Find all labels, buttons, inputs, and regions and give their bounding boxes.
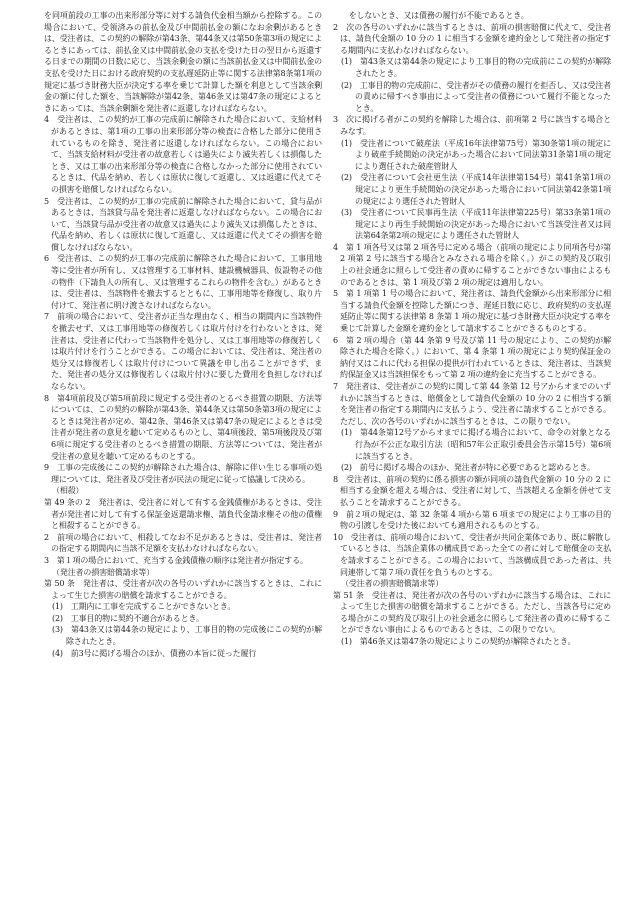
clause-paragraph: 6 受注者は、この契約が工事の完成前に解除された場合において、工事用地等に受注者が所有し、又は管理する工事材料、建設機械器具、仮設物その他の物件（下請負人の所有し、又は管理するこれらの物件を含む。）があるときは、受注者は、当該物件を撤去するとともに、工事用地等を修復し、取り片付けて、発注者に明け渡さなければならない。 [44, 254, 322, 310]
clause-paragraph: 3 第１項の場合において、充当する金銭債権の順序は発注者が指定する。 [44, 555, 308, 565]
clause-paragraph: 3 次に掲げる者がこの契約を解除した場合は、前項第 2 号に該当する場合とみなす。 [333, 115, 611, 136]
clause-paragraph: 5 第 1 項第 1 号の場合において、発注者は、請負代金額から出来形部分に相当する請負代金額を控除した額につき、遅延日数に応じ、政府契約の支払遅延防止等に関する法律第 8 条第 1 項の規定に基づき財務大臣が決定する率を乗じて計算した金額を違約金として請求することができるものとする。 [333, 289, 611, 334]
clause-paragraph: (1) 第43条又は第44条の規定により工事目的物の完成前にこの契約が解除されたとき。 [341, 57, 611, 78]
clause-paragraph: (2) 工事目的物の完成前に、受注者がその債務の履行を拒否し、又は受注者の責めに帰すべき事由によって受注者の債務について履行不能となったとき。 [341, 80, 611, 113]
clause-paragraph: 8 第4項前段及び第5項前段に規定する受注者のとるべき措置の期限、方法等については、この契約の解除が第43条、第44条又は第50条第3項の規定によるときは発注者が定め、第42条、第46条又は第47条の規定によるときは受注者が発注者の意見を聴いて定めるものとし、第4項後段、第5項後段及び第6項に規定する受注者のとるべき措置の期限、方法等については、発注者が受注者の意見を聴いて定めるものとする。 [44, 393, 322, 461]
clause-paragraph: 4 第 1 項各号又は第 2 項各号に定める場合（前項の規定により同項各号が第 2 項第 2 号に該当する場合とみなされる場合を除く。）がこの契約及び取引上の社会通念に照らして受注者の責めに帰することができない事由によるものであるときは、第 1 項及び第 2 項の規定は適用しない。 [333, 242, 611, 287]
clause-paragraph: 7 前項の場合において、受注者が正当な理由なく、相当の期間内に当該物件を撤去せず、又は工事用地等の修復若しくは取片付けを行わないときは、発注者は、受注者に代わって当該物件を処分し、又は工事用地等の修復若しくは取片付けを行うことができる。この場合においては、受注者は、発注者の処分又は修復若しくは取片付けについて異議を申し出ることができず、また、発注者の処分又は修復若しくは取片付けに要した費用を負担しなければならない。 [44, 312, 322, 391]
section-heading: （発注者の損害賠償請求等） [52, 567, 155, 577]
clause-paragraph: (2) 前号に掲げる場合のほか、発注者が特に必要であると認めるとき。 [341, 463, 595, 473]
clause-paragraph: 5 受注者は、この契約が工事の完成前に解除された場合において、貸与品があるときは、当該貸与品を発注者に返還しなければならない。この場合において、当該貸与品が受注者の故意又は過失により滅失又は損傷したときは、代品を納め、若しくは原状に復して返還し、又は返還に代えてその損害を賠償しなければならない。 [44, 196, 322, 252]
clause-paragraph: (1) 第44条第12号アからオまでに掲げる場合において、命令の対象となる行為が不公正な取引方法（昭和57年公正取引委員会告示第15号）第6項に該当するとき。 [341, 428, 611, 461]
clause-paragraph: (1) 第46条又は第47条の規定によりこの契約が解除されたとき。 [341, 637, 576, 647]
clause-paragraph: 9 前２項の規定は、第 32 条第 4 項から第 6 項までの規定により工事の目的物の引渡しを受けた後においても適用されるものとする。 [333, 509, 611, 531]
clause-paragraph: 4 受注者は、この契約が工事の完成前に解除された場合において、支給材料があるときは、第1項の工事の出来形部分等の検査に合格した部分に使用されているものを除き、発注者に返還しなければならない。この場合において、当該支給材料が受注者の故意若しくは過失により滅失若しくは損傷したとき、又は工事の出来形部分等の検査に合格しなかった部分に使用されているときは、代品を納め、若しくは原状に復して返還し、又は返還に代えてその損害を賠償しなければならない。 [44, 115, 322, 194]
section-heading: （相殺） [52, 486, 84, 496]
clause-paragraph: を同項前段の工事の出来形部分等に対する請負代金相当額から控除する。この場合において、受領済みの前払金及び中間前払金の額になお余剰があるときは、受注者は、この契約の解除が第43条、第44条又は第50条第3項の規定によるときにあっては、前払金又は中間前払金の支払を受けた日の翌日から返還する日までの期間の日数に応じ、当該余剰金の額に当該前払金又は中間前払金の支払を受けた日における政府契約の支払遅延防止等に関する法律第8条第1項の規定に基づき財務大臣が決定する率を乗じて計算した額を利息として当該余剰金の額に付した額を、当該解除が第42条、第46条又は第47条の規定によるときにあっては、当該余剰額を発注者に返還しなければならない。 [44, 11, 322, 113]
clause-paragraph: (2) 受注者について会社更生法（平成14年法律第154号）第41条第1項の規定により更生手続開始の決定があった場合において同法第42条第1項の規定により選任された管財人 [341, 173, 611, 206]
clause-paragraph: 10 受注者は、前項の場合において、受注者が共同企業体であり、既に解散しているときは、当該企業体の構成員であった全ての者に対して賠償金の支払を請求することができる。この場合において、当該構成員であった者は、共同連帯して第７項の責任を負うものとする。 [333, 532, 611, 577]
clause-paragraph: 第 49 条の 2 発注者は、受注者に対して有する金銭債権があるときは、受注者が発注者に対して有する保証金返還請求権、請負代金請求権その他の債権と相殺することができる。 [44, 497, 322, 531]
clause-paragraph: (3) 受注者について民事再生法（平成11年法律第225号）第33条第1項の規定により再生手続開始の決定があった場合において当該受注者又は同法第64条第2項の規定により選任された管財人 [341, 208, 611, 241]
clause-paragraph: (1) 受注者について破産法（平成16年法律第75号）第30条第1項の規定により破産手続開始の決定があった場合において同法第31条第1項の規定により選任された破産管財人 [341, 138, 611, 171]
clause-paragraph: 第 50 条 発注者は、受注者が次の各号のいずれかに該当するときは、これによって生じた損害の賠償を請求することができる。 [44, 579, 322, 600]
clause-paragraph: 7 発注者は、受注者がこの契約に関して第 44 条第 12 号アからオまでのいずれかに該当するときは、賠償金として請負代金額の 10 分の 2 に相当する額を発注者の指定する期間内に支払うよう、受注者に請求することができる。ただし、次の各号のいずれかに該当するときは、この限りでない。 [333, 382, 611, 426]
clause-paragraph: 2 次の各号のいずれかに該当するときは、前項の損害賠償に代えて、受注者は、請負代金額の 10 分の 1 に相当する金額を違約金として発注者の指定する期間内に支払わなければならない。 [333, 22, 611, 55]
clause-paragraph: (2) 工事目的物に契約不適合があるとき。 [52, 613, 204, 623]
clause-paragraph: 6 第 2 項の場合（第 44 条第 9 号及び第 11 号の規定により、この契約が解除された場合を除く。）において、第 4 条第 1 項の規定により契約保証金の納付又はこれに代わる担保の提供が行われているときは、発注者は、当該契約保証金又は当該担保をもって第 2 項の違約金に充当することができる。 [333, 335, 611, 380]
left-column [44, 10, 322, 659]
clause-paragraph: 9 工事の完成後にこの契約が解除された場合は、解除に伴い生じる事項の処理については、発注者及び受注者が民法の規定に従って協議して決める。 [44, 463, 322, 484]
clause-paragraph: 8 受注者は、前項の契約に係る損害の額が同項の請負代金額の 10 分の 2 に相当する金額を超える場合は、受注者に対して、当該超える金額を併せて支払うことを請求することができる。 [333, 474, 611, 507]
section-heading: （受注者の損害賠償請求等） [341, 579, 444, 589]
clause-paragraph: 2 前項の場合において、相殺してなお不足があるときは、受注者は、発注者の指定する期間内に当該不足額を支払わなければならない。 [44, 532, 322, 554]
clause-paragraph: (1) 工期内に工事を完成することができないとき。 [52, 602, 236, 612]
clause-paragraph: (4) 前3号に掲げる場合のほか、債務の本旨に従った履行 [52, 648, 257, 658]
clause-paragraph: (3) 第43条又は第44条の規定により、工事目的物の完成後にこの契約が解除されたとき。 [52, 625, 322, 647]
right-column [333, 10, 611, 648]
clause-paragraph: をしないとき、又は債務の履行が不能であるとき。 [333, 11, 529, 20]
clause-paragraph: 第 51 条 受注者は、発注者が次の各号のいずれかに該当する場合は、これによって生じた損害の賠償を請求することができる。ただし、当該各号に定める場合がこの契約及び取引上の社会通念に照らして発注者の責めに帰することができない事由によるものであるときは、この限りでない。 [333, 590, 611, 635]
